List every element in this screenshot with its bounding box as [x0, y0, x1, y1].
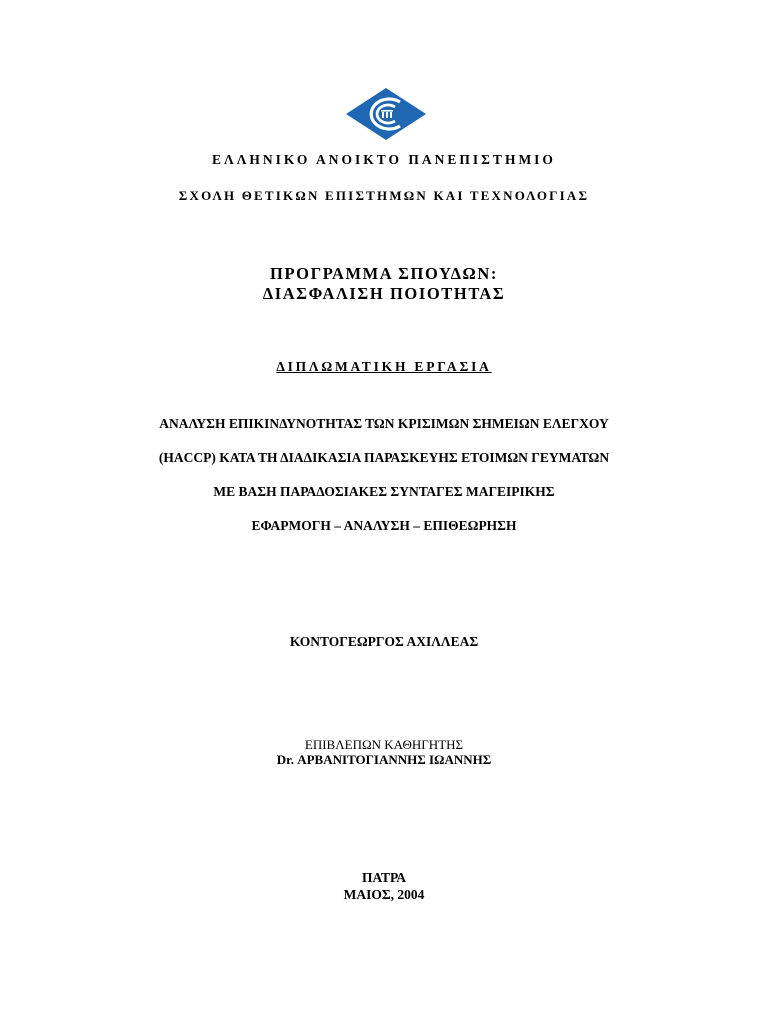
program-line-2: ΔΙΑΣΦΑΛΙΣΗ ΠΟΙΟΤΗΤΑΣ	[262, 284, 506, 303]
supervisor-name: Dr. ΑΡΒΑΝΙΤΟΓΙΑΝΝΗΣ ΙΩΑΝΝΗΣ	[276, 752, 492, 767]
date: ΜΑΙΟΣ, 2004	[343, 887, 425, 902]
author-name: ΚΟΝΤΟΓΕΩΡΓΟΣ ΑΧΙΛΛΕΑΣ	[289, 634, 479, 649]
thesis-title-line-1: ΑΝΑΛΥΣΗ ΕΠΙΚΙΝΔΥΝΟΤΗΤΑΣ ΤΩΝ ΚΡΙΣΙΜΩΝ ΣΗΜΕΙΩΝ ΕΛΕΓΧΟΥ	[159, 416, 609, 431]
university-logo-icon	[346, 88, 426, 140]
thesis-title-line-3: ΜΕ ΒΑΣΗ ΠΑΡΑΔΟΣΙΑΚΕΣ ΣΥΝΤΑΓΕΣ ΜΑΓΕΙΡΙΚΗΣ	[213, 484, 555, 499]
supervisor-label: ΕΠΙΒΛΕΠΩΝ ΚΑΘΗΓΗΤΗΣ	[304, 737, 464, 752]
city: ΠΑΤΡΑ	[362, 870, 406, 885]
university-name: ΕΛΛΗΝΙΚΟ ΑΝΟΙΚΤΟ ΠΑΝΕΠΙΣΤΗΜΙΟ	[212, 152, 556, 167]
program-line-1: ΠΡΟΓΡΑΜΜΑ ΣΠΟΥΔΩΝ:	[270, 264, 498, 283]
program-title	[0, 264, 768, 304]
school-name: ΣΧΟΛΗ ΘΕΤΙΚΩΝ ΕΠΙΣΤΗΜΩΝ ΚΑΙ ΤΕΧΝΟΛΟΓΙΑΣ	[178, 188, 590, 203]
thesis-label	[0, 359, 768, 375]
thesis-title-line-4: ΕΦΑΡΜΟΓΗ – ΑΝΑΛΥΣΗ – ΕΠΙΘΕΩΡΗΣΗ	[251, 518, 517, 533]
thesis-title-line-2: (HACCP) ΚΑΤΑ ΤΗ ΔΙΑΔΙΚΑΣΙΑ ΠΑΡΑΣΚΕΥΗΣ ΕΤΟΙΜΩΝ ΓΕΥΜΑΤΩΝ	[158, 450, 610, 465]
thesis-label-text: ΔΙΠΛΩΜΑΤΙΚΗ ΕΡΓΑΣΙΑ	[276, 359, 492, 374]
